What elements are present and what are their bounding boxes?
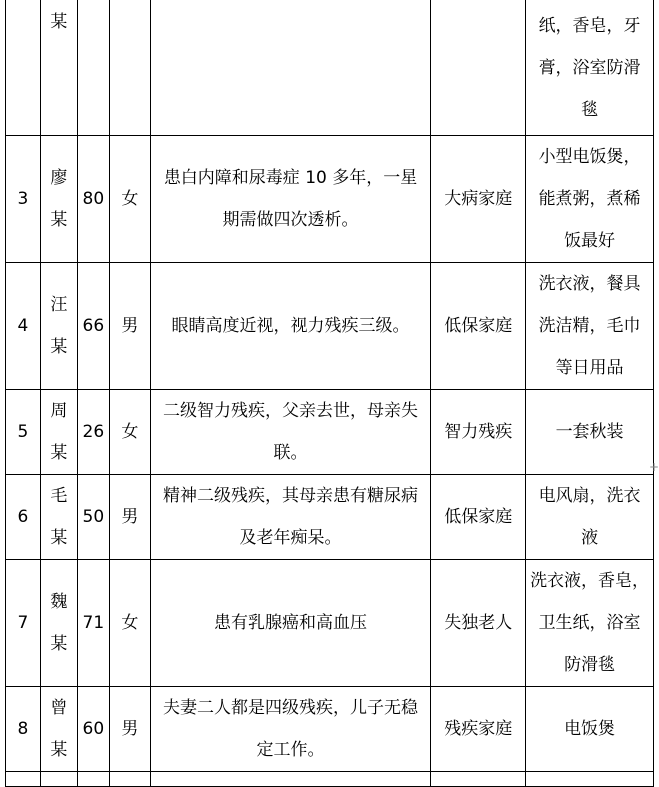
index-cell: 4	[6, 263, 41, 390]
age-cell: 66	[77, 263, 109, 390]
empty-cell	[6, 772, 41, 787]
table-row-partial	[6, 772, 654, 787]
reason-cell: 夫妻二人都是四级残疾，儿子无稳 定工作。	[150, 687, 431, 772]
gender-cell: 女	[109, 390, 150, 475]
name-cell	[40, 0, 77, 136]
empty-cell	[150, 772, 431, 787]
table-row	[6, 390, 654, 475]
table-row	[6, 687, 654, 772]
empty-cell	[109, 772, 150, 787]
reason-cell: 二级智力残疾，父亲去世，母亲失 联。	[150, 390, 431, 475]
aid-recipients-table	[5, 0, 659, 787]
index-cell: 3	[6, 136, 41, 263]
age-cell: 50	[77, 475, 109, 560]
reason-cell: 眼睛高度近视，视力残疾三级。	[150, 263, 431, 390]
category-cell: 大病家庭	[431, 136, 526, 263]
table-row	[6, 475, 654, 560]
gender-cell: 男	[109, 475, 150, 560]
gender-cell: 女	[109, 560, 150, 687]
index-cell	[6, 0, 41, 136]
reason-cell	[150, 0, 431, 136]
items-cell: 纸，香皂，牙 膏，浴室防滑 毯	[526, 0, 654, 136]
category-cell: 失独老人	[431, 560, 526, 687]
reason-cell: 患有乳腺癌和高血压	[150, 560, 431, 687]
gender-cell: 男	[109, 263, 150, 390]
age-cell: 71	[77, 560, 109, 687]
name-cell: 廖 某	[40, 136, 77, 263]
items-cell: 小型电饭煲， 能煮粥，煮稀 饭最好	[526, 136, 654, 263]
items-cell: 电风扇，洗衣 液	[526, 475, 654, 560]
index-cell: 6	[6, 475, 41, 560]
gender-cell: 女	[109, 136, 150, 263]
empty-cell	[431, 772, 526, 787]
category-cell	[431, 0, 526, 136]
table-row	[6, 136, 654, 263]
name-char: 某	[50, 12, 68, 32]
index-cell: 8	[6, 687, 41, 772]
items-cell: 洗衣液，餐具 洗洁精，毛巾 等日用品	[526, 263, 654, 390]
name-cell: 汪 某	[40, 263, 77, 390]
age-cell	[77, 0, 109, 136]
category-cell: 低保家庭	[431, 475, 526, 560]
reason-cell: 精神二级残疾，其母亲患有糖尿病 及老年痴呆。	[150, 475, 431, 560]
reason-cell: 患白内障和尿毒症 10 多年，一星 期需做四次透析。	[150, 136, 431, 263]
empty-cell	[526, 772, 654, 787]
gender-cell	[109, 0, 150, 136]
table-row	[6, 263, 654, 390]
empty-cell	[77, 772, 109, 787]
gender-cell: 男	[109, 687, 150, 772]
age-cell: 60	[77, 687, 109, 772]
table-row	[6, 0, 654, 136]
name-cell: 魏 某	[40, 560, 77, 687]
table-row	[6, 560, 654, 687]
category-cell: 残疾家庭	[431, 687, 526, 772]
name-cell: 周 某	[40, 390, 77, 475]
empty-cell	[40, 772, 77, 787]
category-cell: 低保家庭	[431, 263, 526, 390]
name-cell: 毛 某	[40, 475, 77, 560]
index-cell: 7	[6, 560, 41, 687]
plus-icon[interactable]: +	[649, 460, 659, 474]
name-cell: 曾 某	[40, 687, 77, 772]
age-cell: 26	[77, 390, 109, 475]
items-cell: 电饭煲	[526, 687, 654, 772]
category-cell: 智力残疾	[431, 390, 526, 475]
age-cell: 80	[77, 136, 109, 263]
items-cell: 一套秋装	[526, 390, 654, 475]
items-cell: 洗衣液，香皂， 卫生纸，浴室 防滑毯	[526, 560, 654, 687]
index-cell: 5	[6, 390, 41, 475]
